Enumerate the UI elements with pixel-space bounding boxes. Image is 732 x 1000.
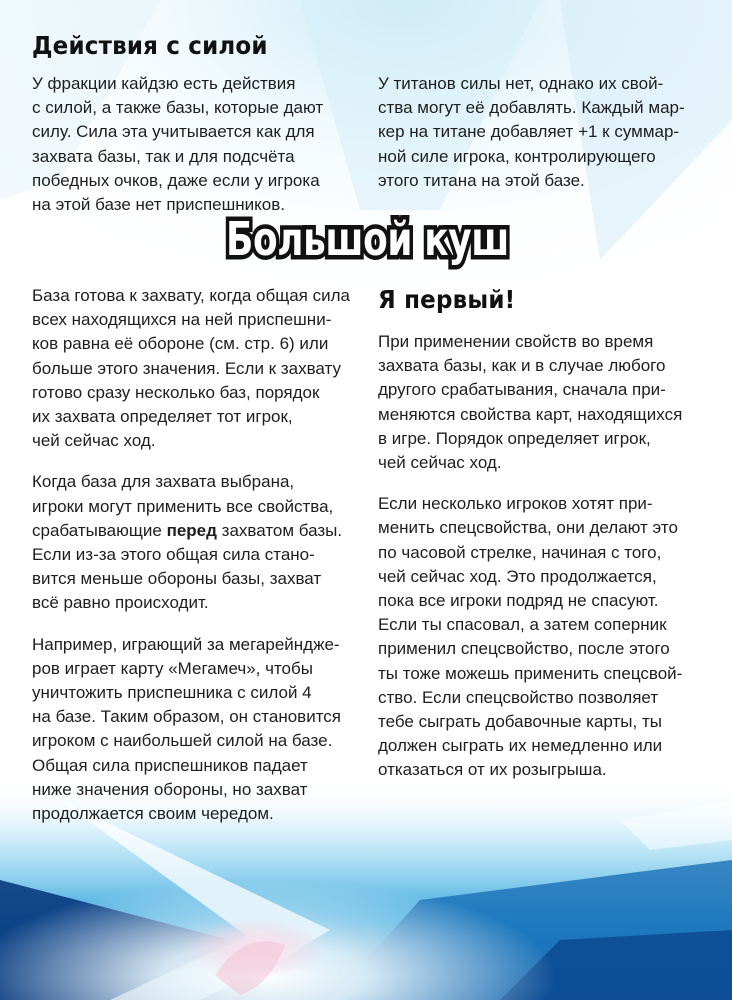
jackpot-paragraph-1: База готова к захвату, когда общая сила всех находящихся на ней приспешни- ков равна её обороне (см. стр. 6) или больше этого значения. Если к захвату готово сразу несколько баз, порядок их захвата определяет тот игрок, чей сейчас ход. <box>32 286 350 451</box>
first-paragraph-2: Если несколько игроков хотят при- менить спецсвойства, они делают это по часовой стрелке, начиная с того, чей сейчас ход. Это продолжается, пока все игроки подряд не спасуют. Если ты спасовал, а затем соперник применил спецсвойство, после этого ты тоже можешь применить спецсвой- ство. Если спецсвойство позволяет тебе сыграть добавочные карты, ты должен сыграть их немедленно или отказаться от их розыгрыша. <box>378 494 683 780</box>
bold-word-before: перед <box>166 520 217 540</box>
heading-i-am-first: Я первый! <box>378 285 516 314</box>
first-column <box>378 330 708 800</box>
line-with-bold: срабатывающие перед захватом базы. <box>32 520 343 540</box>
jackpot-paragraph-2: Когда база для захвата выбрана, игроки могут применить все свойства, срабатывающие перед захватом базы. Если из-за этого общая сила стано- вится меньше обороны базы, захват всё равно происходит. <box>32 470 362 615</box>
jackpot-paragraph-3: Например, играющий за мегарейндже- ров играет карту «Мегамеч», чтобы уничтожить приспешника с силой 4 на базе. Таким образом, он становится игроком с наибольшей силой на базе. Общая сила приспешников падает ниже значения обороны, но захват продолжается своим чередом. <box>32 634 341 824</box>
power-right-column <box>378 72 708 210</box>
jackpot-column <box>32 284 362 843</box>
heading-power-actions: Действия с силой <box>32 31 268 60</box>
heading-jackpot: Большой куш <box>226 212 509 266</box>
first-paragraph-1: При применении свойств во время захвата базы, как и в случае любого другого срабатывания, сначала при- меняются свойства карт, находящихся в игре. Порядок определяет игрок, чей сейчас ход. <box>378 332 683 473</box>
power-left-paragraph: У фракции кайдзю есть действия с силой, а также базы, которые дают силу. Сила эта учитывается как для захвата базы, так и для подсчёта победных очков, даже если у игрока на этой базе нет приспешников. <box>32 74 324 215</box>
power-left-column <box>32 72 362 234</box>
power-right-paragraph: У титанов силы нет, однако их свой- ства могут её добавлять. Каждый мар- кер на титане добавляет +1 к суммар- ной силе игрока, контролирующего этого титана на этой базе. <box>378 74 685 190</box>
